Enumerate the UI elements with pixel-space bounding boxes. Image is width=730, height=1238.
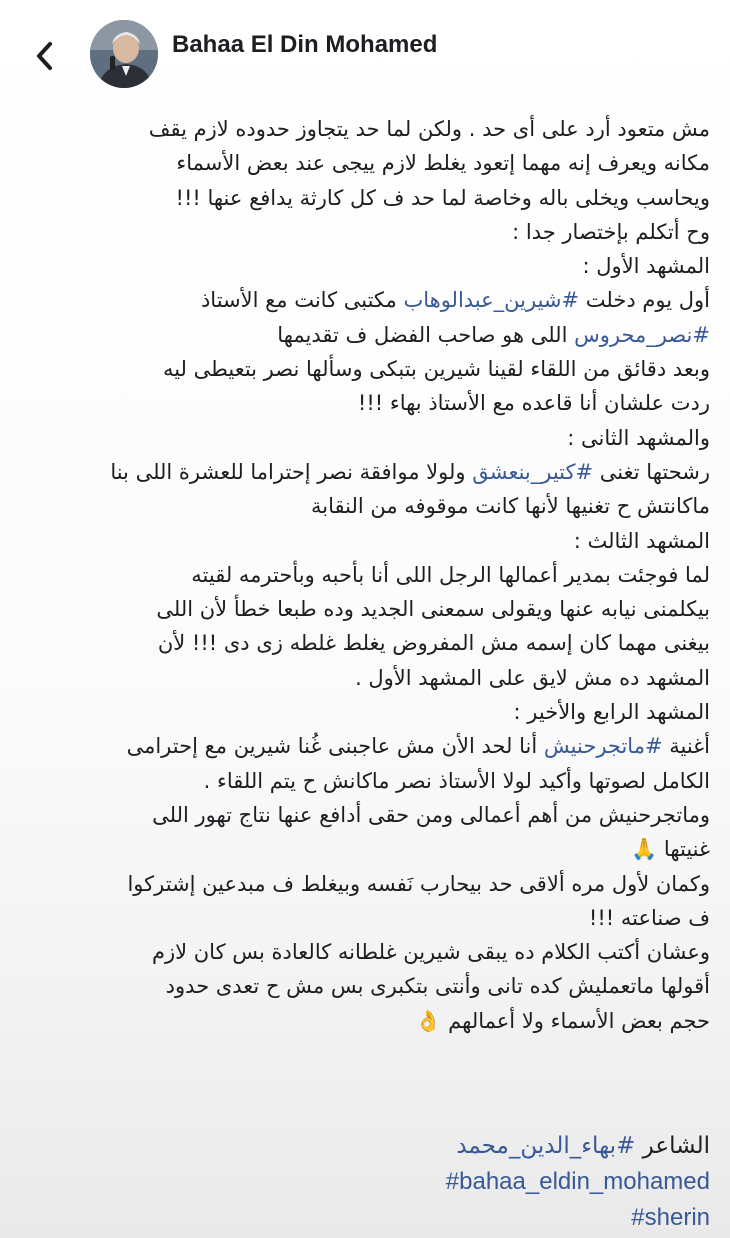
post-line [20,318,710,352]
post-text-segment: مكتبى كانت مع الأستاذ [200,288,404,313]
post-line [20,729,710,763]
hashtag-link[interactable]: #bahaa_eldin_mohamed [445,1168,710,1195]
post-text-segment: أغنية [662,734,710,759]
post-text-segment: رشحتها تغنى [593,459,710,484]
post-line [20,283,710,317]
post-line [20,112,710,146]
post-text-segment: حجم بعض الأسماء ولا أعمالهم 👌 [415,1008,710,1033]
post-text-segment: أنا لحد الأن مش عاجبنى غُنا شيرين مع إحترامى [126,734,544,759]
post-line [20,935,710,969]
post-line [20,764,710,798]
post-line [20,146,710,180]
post-text-segment: وكمان لأول مره ألاقى حد بيحارب نَفسه وبيغلط ف مبدعين إشتركوا [127,871,710,896]
post-line [20,695,710,729]
post-text-segment: المشهد الثالث : [573,528,710,553]
post-line [20,489,710,523]
post-line [20,798,710,832]
post-text-segment: وماتجرحنيش من أهم أعمالى ومن حقى أدافع عنها نتاج تهور اللى [152,802,710,827]
post-line [20,661,710,695]
post-text-segment: الكامل لصوتها وأكيد لولا الأستاذ نصر ماكانش ح يتم اللقاء . [203,768,710,793]
post-text-segment: ردت علشان أنا قاعده مع الأستاذ بهاء !!! [357,391,710,416]
post-line [20,832,710,866]
post-line [20,558,710,592]
hashtag-link[interactable]: #نصر_محروس [574,322,710,347]
post-text-segment: ويحاسب ويخلى باله وخاصة لما حد ف كل كارثة يدافع عنها !!! [175,185,710,210]
post-text-segment: المشهد الأول : [582,254,710,279]
post-text-segment: غنيتها 🙏 [631,837,710,862]
post-line [20,455,710,489]
post-line [20,386,710,420]
post-text-segment: المشهد ده مش لايق على المشهد الأول . [355,665,710,690]
post-text-segment: مش متعود أرد على أى حد . ولكن لما حد يتجاوز حدوده لازم يقف [148,117,710,141]
post-line [20,352,710,386]
post-line [20,524,710,558]
chevron-left-icon [30,38,62,74]
post-line [20,181,710,215]
tag-prefix: الشاعر [635,1133,710,1159]
hashtag-link[interactable]: #ماتجرحنيش [543,734,663,759]
post-line [20,901,710,935]
post-text-segment: أقولها ماتعمليش كده تانى وأنتى بتكبرى بس مش ح تعدى حدود [165,974,710,999]
hashtag-link[interactable]: #كتير_بنعشق [472,459,594,484]
hashtag-link[interactable]: #بهاء_الدين_محمد [456,1133,636,1159]
post-text-segment: والمشهد الثانى : [567,425,710,450]
post-line [20,626,710,660]
post-text-segment: بيغنى مهما كان إسمه مش المفروض يغلط غلطه زى دى !!! لأن [157,631,710,656]
post-line [20,215,710,249]
hashtag-block [20,1128,710,1236]
post-text-segment: مكانه ويعرف إنه مهما إتعود يغلط لازم ييجى عند بعض الأسماء [176,151,710,176]
post-text-segment: المشهد الرابع والأخير : [513,700,710,725]
post-header [0,0,730,100]
post-text-segment: وعشان أكتب الكلام ده يبقى شيرين غلطانه كالعادة بس كان لازم [151,940,710,965]
avatar[interactable] [90,20,158,88]
post-text-segment: ف صناعته !!! [588,905,710,930]
post-line [20,249,710,283]
post-text-segment: أول يوم دخلت [579,288,710,313]
back-button[interactable] [30,38,62,74]
tag-line-poet [20,1128,710,1164]
post-text [20,112,710,1038]
post-line [20,867,710,901]
post-line [20,969,710,1003]
profile-photo [90,20,158,88]
post-text-segment: ولولا موافقة نصر إحتراما للعشرة اللى بنا [110,459,473,484]
hashtag-link[interactable]: #شيرين_عبدالوهاب [403,288,580,313]
post-text-segment: لما فوجئت بمدير أعمالها الرجل اللى أنا بأحبه وبأحترمه لقيته [191,562,710,587]
post-line [20,1004,710,1038]
post-text-segment: وح أتكلم بإختصار جدا : [512,219,710,244]
hashtag-link[interactable]: #sherin [631,1204,710,1231]
post-text-segment: اللى هو صاحب الفضل ف تقديمها [277,322,575,347]
post-text-segment: ماكانتش ح تغنيها لأنها كانت موقوفه من النقابة [311,494,710,519]
author-name[interactable]: Bahaa El Din Mohamed [172,31,438,58]
post-line [20,421,710,455]
post-text-segment: وبعد دقائق من اللقاء لقينا شيرين بتبكى وسألها نصر بتعيطى ليه [162,357,710,382]
post-line [20,592,710,626]
post-text-segment: بيكلمنى نيابه عنها ويقولى سمعنى الجديد وده طبعا خطأ لأن اللى [156,597,710,622]
